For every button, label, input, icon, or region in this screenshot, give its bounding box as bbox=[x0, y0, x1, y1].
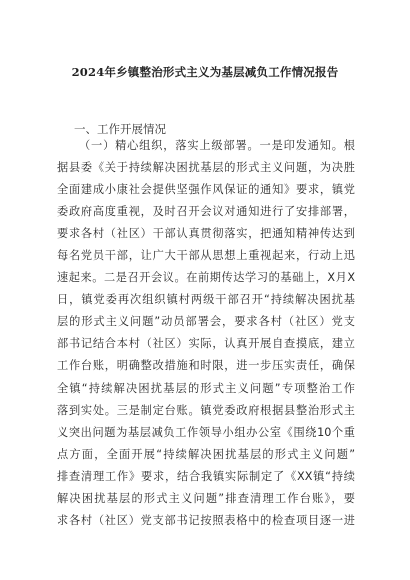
paragraph-line: 据县委《关于持续解决困扰基层的形式主义问题，为决胜 bbox=[57, 161, 355, 175]
paragraph-line: 解决困扰基层的形式主义问题”排查清理工作台账》，要 bbox=[57, 491, 355, 505]
paragraph-line: 委政府高度重视，及时召开会议对通知进行了安排部署， bbox=[57, 205, 355, 219]
paragraph-line: 点方面，全面开展“持续解决困扰基层的形式主义问题” bbox=[57, 447, 355, 461]
document-title: 2024年乡镇整治形式主义为基层减负工作情况报告 bbox=[71, 65, 339, 79]
paragraph-line: 落到实处。三是制定台账。镇党委政府根据县整治形式主 bbox=[57, 403, 355, 417]
paragraph-line: 全面建成小康社会提供坚强作风保证的通知》要求，镇党 bbox=[57, 183, 355, 197]
paragraph-line: 层的形式主义问题”动员部署会，要求各村（社区）党支 bbox=[57, 315, 355, 329]
paragraph-line: 排查清理工作》要求，结合我镇实际制定了《XX镇“持续 bbox=[57, 469, 355, 483]
paragraph-line: 每名党员干部，让广大干部从思想上重视起来，行动上迅 bbox=[57, 249, 355, 263]
section-heading: 一、工作开展情况 bbox=[74, 122, 166, 136]
paragraph-line: 要求各村（社区）干部认真贯彻落实，把通知精神传达到 bbox=[57, 227, 355, 241]
paragraph-line: （一）精心组织，落实上级部署。一是印发通知。根 bbox=[79, 139, 355, 152]
paragraph-line: 全镇“持续解决困扰基层的形式主义问题”专项整治工作 bbox=[57, 381, 355, 395]
paragraph-line: 求各村（社区）党支部书记按照表格中的检查项目逐一进 bbox=[57, 513, 355, 527]
body-paragraph bbox=[57, 135, 355, 532]
paragraph-line: 速起来。二是召开会议。在前期传达学习的基础上，X月X bbox=[57, 271, 355, 285]
paragraph-line: 义突出问题为基层减负工作领导小组办公室《围绕10个重 bbox=[57, 425, 355, 439]
paragraph-line: 日，镇党委再次组织镇村两级干部召开“持续解决困扰基 bbox=[57, 293, 355, 307]
paragraph-line: 工作台账，明确整改措施和时限，进一步压实责任，确保 bbox=[57, 359, 355, 373]
paragraph-line: 部书记结合本村（社区）实际，认真开展自查摸底，建立 bbox=[57, 337, 355, 351]
